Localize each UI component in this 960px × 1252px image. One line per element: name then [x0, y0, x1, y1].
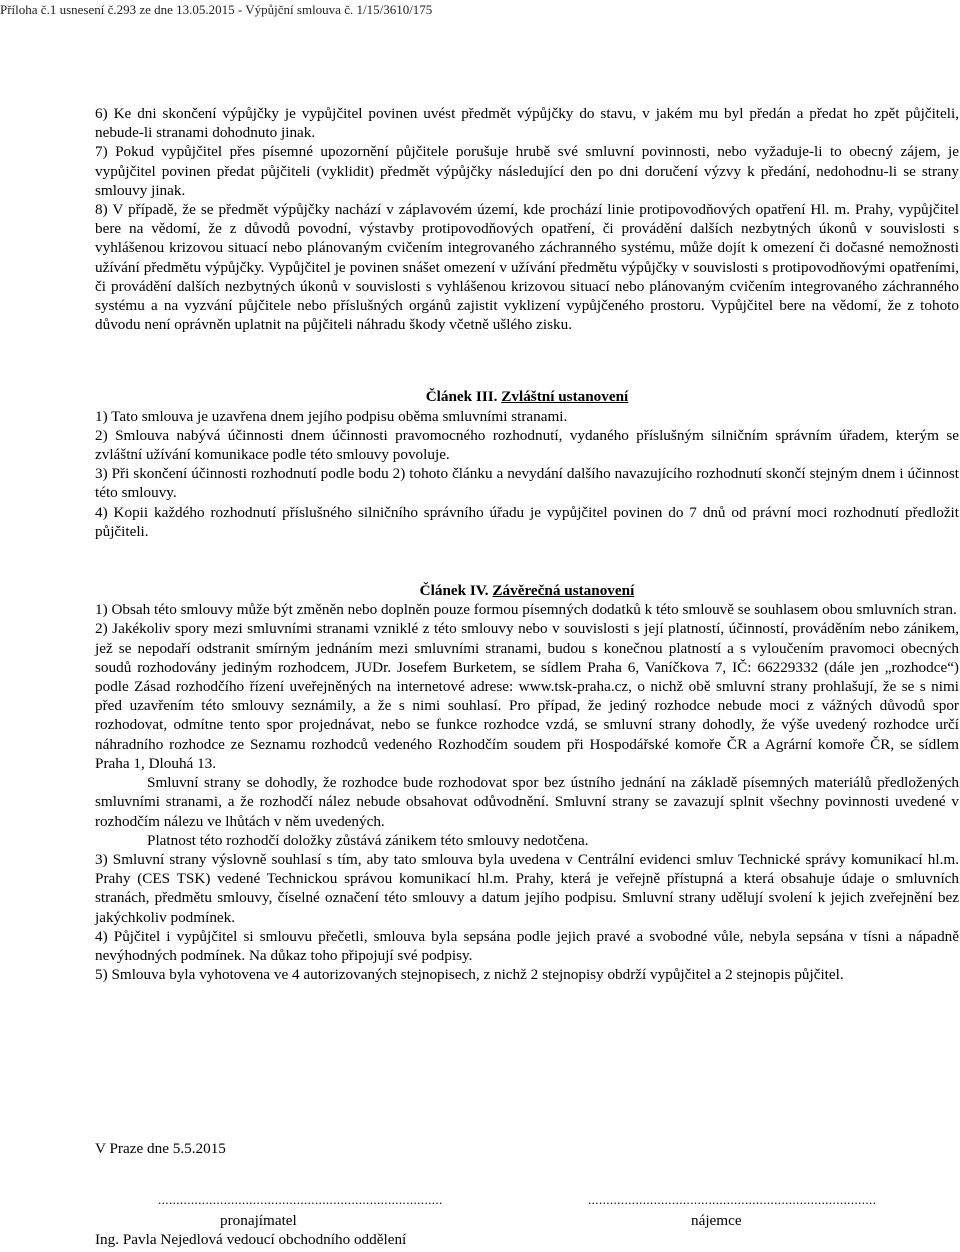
- article-iii-heading: [95, 387, 959, 406]
- article-iii-paragraph-4: 4) Kopii každého rozhodnutí příslušného silničního správního úřadu je vypůjčitel povinen do 7 dnů od právní moci rozhodnutí předložit půjčiteli.: [95, 503, 959, 540]
- place-and-date: V Praze dne 5.5.2015: [95, 1140, 226, 1157]
- signature-role-right: nájemce: [691, 1212, 742, 1229]
- article-iv-heading: [95, 581, 959, 600]
- article-iii-title: Zvláštní ustanovení: [501, 388, 629, 406]
- article-iii-number: Článek III.: [425, 388, 498, 406]
- paragraph-7: 7) Pokud vypůjčitel přes písemné upozornění půjčitele porušuje hrubě své smluvní povinnosti, nebo vyžaduje-li to obecný zájem, je vypůjčitel povinen předat půjčiteli (vyklidit) předmět výpůjčky následující den po dni doručení výzvy k předání, nedohodnu-li se strany smlouvy jinak.: [95, 143, 959, 199]
- article-iv-paragraph-4: 4) Půjčitel i vypůjčitel si smlouvu přečetli, smlouva byla sepsána podle jejich pravé a svobodné vůle, nebyla sepsána v tísni a nápadně nevýhodných podmínek. Na důkaz toho připojují své podpisy.: [95, 927, 959, 964]
- paragraph-6: 6) Ke dni skončení výpůjčky je vypůjčitel povinen uvést předmět výpůjčky do stavu, v jakém mu byl předán a předat ho zpět půjčiteli, nebude-li stranami dohodnuto jinak.: [95, 105, 959, 142]
- signature-line-left: ..............................................................................: [158, 1192, 443, 1207]
- article-iv-paragraph-2c: Platnost této rozhodčí doložky zůstává zánikem této smlouvy nedotčena.: [147, 831, 589, 849]
- article-iv-paragraph-3: 3) Smluvní strany výslovně souhlasí s tím, aby tato smlouva byla uvedena v Centrální evidenci smluv Technické správy komunikací hl.m. Prahy (CES TSK) vedené Technickou správou komunikací hl.m. Prahy, která je veřejně přístupná a která obsahuje údaje o smluvních stranách, předmětu smlouvy, číselné označení této smlouvy a datum jejího podpisu. Smluvní strany udělují svolení k jejich zveřejnění bez jakýchkoliv podmínek.: [95, 850, 959, 926]
- article-iv-number: Článek IV.: [419, 582, 489, 600]
- article-iii-paragraph-3: 3) Při skončení účinnosti rozhodnutí podle bodu 2) tohoto článku a nevydání dalšího navazujícího rozhodnutí skončí stejným dnem i účinnost této smlouvy.: [95, 465, 959, 502]
- article-iv-paragraph-5: 5) Smlouva byla vyhotovena ve 4 autorizovaných stejnopisech, z nichž 2 stejnopisy obdrží vypůjčitel a 2 stejnopis půjčitel.: [95, 966, 844, 984]
- article-iii-paragraph-2: 2) Smlouva nabývá účinnosti dnem účinnosti pravomocného rozhodnutí, vydaného příslušným silničním správním úřadem, kterým se zvláštní užívání komunikace podle této smlouvy povoluje.: [95, 426, 959, 464]
- signature-name-left: Ing. Pavla Nejedlová vedoucí obchodního oddělení: [95, 1231, 407, 1248]
- paragraph-8: 8) V případě, že se předmět výpůjčky nachází v záplavovém území, kde prochází linie protipovodňových opatření Hl. m. Prahy, vypůjčitel bere na vědomí, že z důvodů povodní, výstavby protipovodňových opatření, či provádění dalších nezbytných úkonů v souvislosti s vyhlášenou krizovou situací nebo plánovaným cvičením integrovaného záchranného systému, může dojít k omezení či dočasné nemožnosti užívání předmětu výpůjčky. Vypůjčitel je povinen snášet omezení v užívání předmětu výpůjčky v souvislosti s protipovodňovými opatřeními, či provádění dalších nezbytných úkonů v souvislosti s vyhlášenou krizovou situací nebo plánovaným cvičením integrovaného záchranného systému a na vyzvání půjčitele nebo příslušných orgánů zajistit vyklizení vypůjčeného prostoru. Vypůjčitel bere na vědomí, že z tohoto důvodu není oprávněn uplatnit na půjčiteli náhradu škody včetně ušlého zisku.: [95, 201, 959, 334]
- article-iv-paragraph-2b: Smluvní strany se dohodly, že rozhodce bude rozhodovat spor bez ústního jednání na základě písemných materiálů předložených smluvními stranami, a že rozhodčí nález nebude obsahovat odůvodnění. Smluvní strany se zavazují splnit všechny povinnosti uvedené v rozhodčím nálezu ve lhůtách v něm uvedených.: [95, 774, 959, 830]
- document-body: [95, 104, 959, 984]
- article-iv-title: Závěrečná ustanovení: [492, 582, 635, 600]
- document-header: Příloha č.1 usnesení č.293 ze dne 13.05.2015 - Výpůjční smlouva č. 1/15/3610/175: [0, 2, 433, 17]
- article-iv-paragraph-1: 1) Obsah této smlouvy může být změněn nebo doplněn pouze formou písemných dodatků k této smlouvě se souhlasem obou smluvních stran.: [95, 601, 957, 619]
- article-iv-paragraph-2: 2) Jakékoliv spory mezi smluvními stranami vzniklé z této smlouvy nebo v souvislosti s její platností, účinností, prováděním nebo zánikem, jež se nepodaří odstranit smírným jednáním mezi smluvními stranami, budou s konečnou platností a s vyloučením pravomoci obecných soudů rozhodovány jediným rozhodcem, JUDr. Josefem Burketem, se sídlem Praha 6, Vaníčkova 7, IČ: 66229332 (dále jen „rozhodce“) podle Zásad rozhodčího řízení uveřejněných na internetové adrese: www.tsk-praha.cz, o nichž obě smluvní strany prohlašují, že se s nimi před uzavřením této smlouvy seznámily, a že s nimi souhlasí. Pro případ, že jediný rozhodce nebude moci z vážných důvodů spor rozhodovat, odmítne tento spor projednávat, nebo se funkce rozhodce vzdá, se smluvní strany dohodly, že výše uvedený rozhodce určí náhradního rozhodce ze Seznamu rozhodců vedeného Rozhodčím soudem při Hospodářské komoře ČR a Agrární komoře ČR, se sídlem Praha 1, Dlouhá 13.: [95, 620, 959, 772]
- article-iii-paragraph-1: 1) Tato smlouva je uzavřena dnem jejího podpisu oběma smluvními stranami.: [95, 407, 568, 425]
- signature-role-left: pronajímatel: [220, 1212, 297, 1229]
- signature-line-right: ...............................................................................: [588, 1192, 877, 1207]
